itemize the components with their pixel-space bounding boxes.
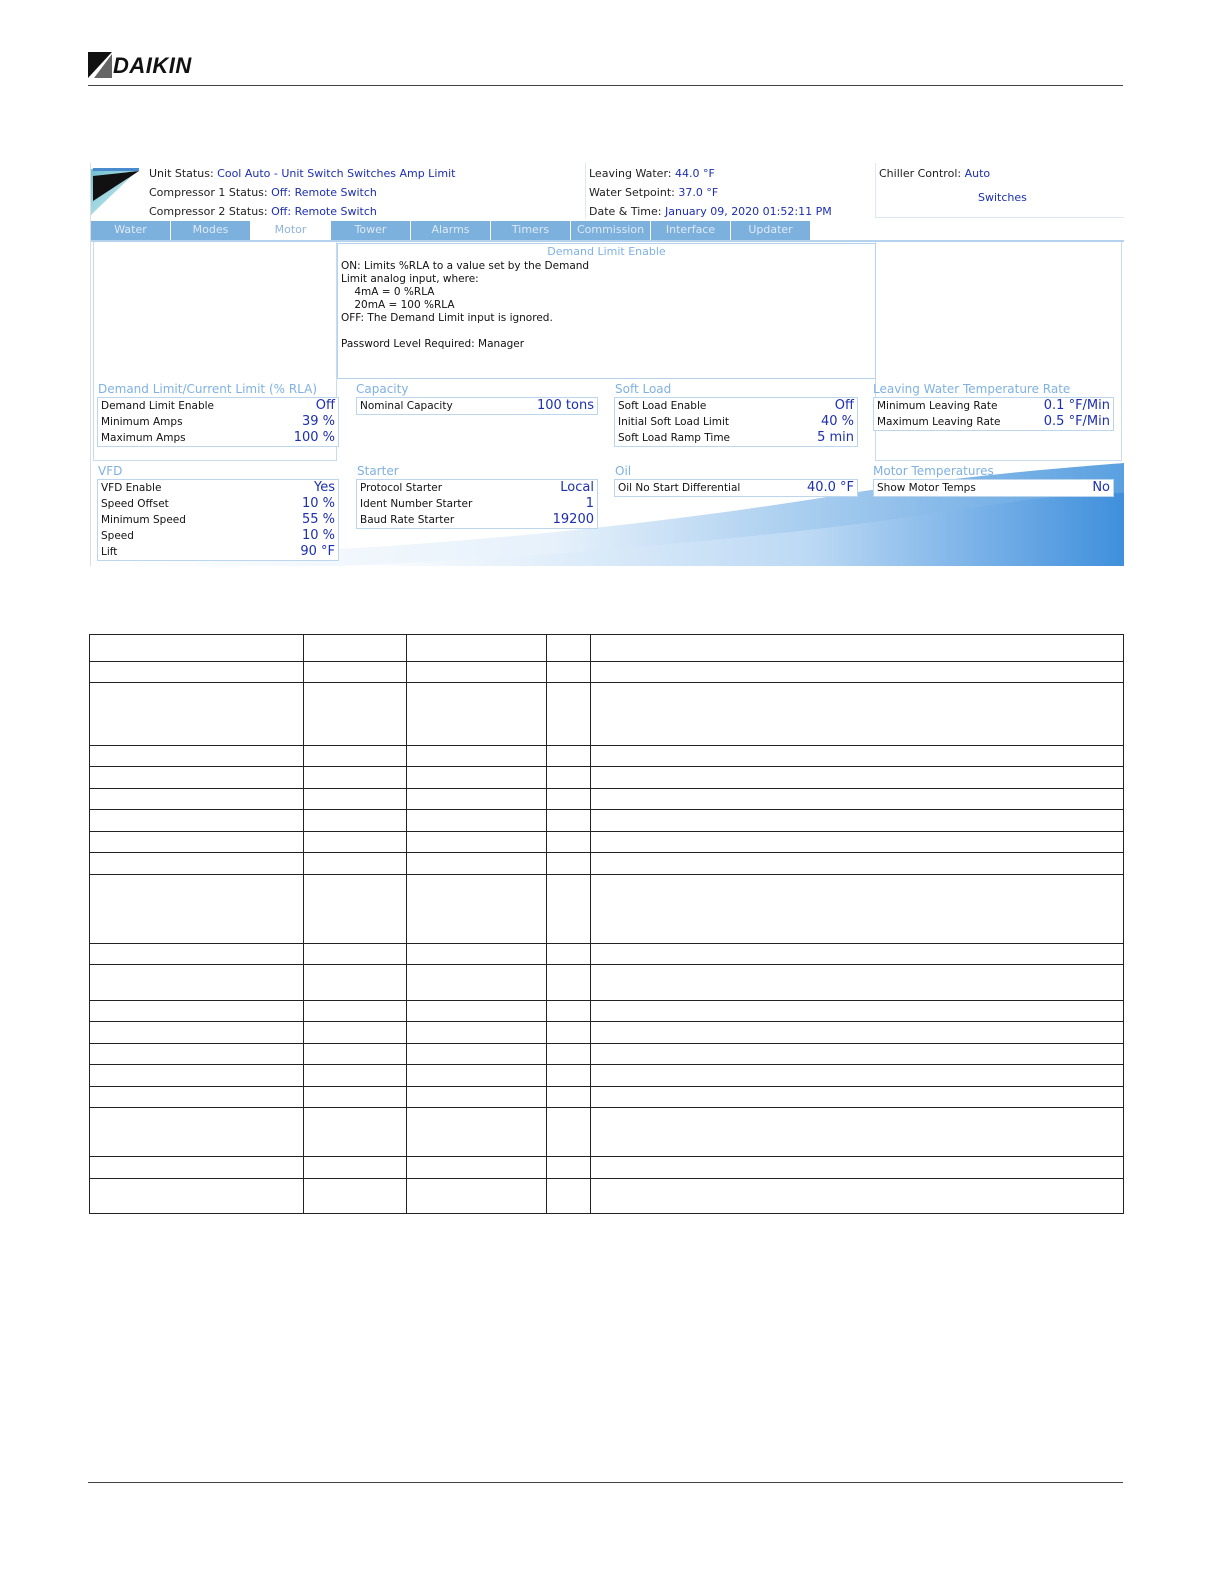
date-time-value: January 09, 2020 01:52:11 PM — [665, 205, 832, 218]
soft-load-enable-row[interactable]: Soft Load Enable Off — [618, 398, 854, 413]
nominal-capacity-row[interactable]: Nominal Capacity 100 tons — [360, 398, 594, 413]
tab-alarms[interactable]: Alarms — [411, 221, 491, 240]
table-row — [90, 1157, 1124, 1179]
table-row — [90, 810, 1124, 832]
compressor-1-status-value: Off: Remote Switch — [271, 186, 377, 199]
footer-rule — [88, 1482, 1123, 1483]
tab-updater[interactable]: Updater — [731, 221, 811, 240]
table-row — [90, 789, 1124, 810]
table-row — [90, 944, 1124, 965]
ident-number-starter-value[interactable]: 1 — [585, 496, 594, 511]
ident-number-starter-row[interactable]: Ident Number Starter 1 — [360, 496, 594, 511]
vfd-panel — [97, 479, 339, 561]
tab-motor[interactable]: Motor — [251, 221, 331, 240]
baud-rate-starter-value[interactable]: 19200 — [552, 512, 594, 527]
group-title-soft-load: Soft Load — [615, 382, 672, 396]
minimum-speed-value[interactable]: 55 % — [301, 512, 335, 527]
tab-modes[interactable]: Modes — [171, 221, 251, 240]
header-rule — [88, 85, 1123, 86]
maximum-leaving-rate-row[interactable]: Maximum Leaving Rate 0.5 °F/Min — [877, 414, 1110, 429]
minimum-leaving-rate-value[interactable]: 0.1 °F/Min — [1043, 398, 1110, 413]
nominal-capacity-value[interactable]: 100 tons — [536, 398, 594, 413]
minimum-amps-value[interactable]: 39 % — [301, 414, 335, 429]
minimum-amps-row[interactable]: Minimum Amps 39 % — [101, 414, 335, 429]
tab-tower[interactable]: Tower — [331, 221, 411, 240]
protocol-starter-value[interactable]: Local — [560, 480, 594, 495]
initial-soft-load-limit-value[interactable]: 40 % — [820, 414, 854, 429]
demand-limit-panel — [97, 397, 339, 447]
tab-interface[interactable]: Interface — [651, 221, 731, 240]
maximum-amps-row[interactable]: Maximum Amps 100 % — [101, 430, 335, 445]
table-row — [90, 1044, 1124, 1065]
table-row — [90, 1087, 1124, 1108]
maximum-leaving-rate-value[interactable]: 0.5 °F/Min — [1043, 414, 1110, 429]
table-row — [90, 662, 1124, 683]
tab-bar — [91, 221, 815, 240]
table-row — [90, 683, 1124, 746]
table-row — [90, 767, 1124, 789]
minimum-speed-row[interactable]: Minimum Speed 55 % — [101, 512, 335, 527]
oil-no-start-differential-value[interactable]: 40.0 °F — [806, 480, 854, 495]
soft-load-enable-value[interactable]: Off — [834, 398, 854, 413]
oil-panel — [614, 479, 858, 497]
capacity-panel — [356, 397, 598, 415]
soft-load-ramp-time-value[interactable]: 5 min — [817, 430, 854, 445]
initial-soft-load-limit-row[interactable]: Initial Soft Load Limit 40 % — [618, 414, 854, 429]
table-row — [90, 832, 1124, 853]
group-title-motor-temperatures: Motor Temperatures — [873, 464, 994, 478]
speed-offset-value[interactable]: 10 % — [301, 496, 335, 511]
group-title-leaving-water-rate: Leaving Water Temperature Rate — [873, 382, 1071, 396]
table-row — [90, 1065, 1124, 1087]
table-row — [90, 875, 1124, 944]
table-row — [90, 1179, 1124, 1214]
settings-table — [89, 634, 1124, 1214]
minimum-leaving-rate-row[interactable]: Minimum Leaving Rate 0.1 °F/Min — [877, 398, 1110, 413]
soft-load-ramp-time-row[interactable]: Soft Load Ramp Time 5 min — [618, 430, 854, 445]
unit-status-value: Cool Auto - Unit Switch Switches Amp Limit — [217, 167, 456, 180]
compressor-1-status: Compressor 1 Status: Off: Remote Switch — [149, 186, 377, 199]
lift-row[interactable]: Lift 90 °F — [101, 544, 335, 559]
chiller-control: Chiller Control: Auto — [879, 167, 991, 180]
group-title-vfd: VFD — [98, 464, 123, 478]
table-row — [90, 965, 1124, 1001]
tab-timers[interactable]: Timers — [491, 221, 571, 240]
help-text: ON: Limits %RLA to a value set by the Demand Limit analog input, where: 4mA = 0 %RLA 20mA = 100 %RLA OFF: The Demand Limit input is ignored. Password Level Required: Manager — [341, 260, 590, 350]
demand-limit-enable-row[interactable]: Demand Limit Enable Off — [101, 398, 335, 413]
switches-value[interactable]: Switches — [978, 191, 1027, 204]
oil-no-start-differential-row[interactable]: Oil No Start Differential 40.0 °F — [618, 480, 854, 495]
lift-value[interactable]: 90 °F — [300, 544, 335, 559]
tab-commission[interactable]: Commission — [571, 221, 651, 240]
date-time: Date & Time: January 09, 2020 01:52:11 PM — [589, 205, 832, 218]
tab-water[interactable]: Water — [91, 221, 171, 240]
baud-rate-starter-row[interactable]: Baud Rate Starter 19200 — [360, 512, 594, 527]
speed-row[interactable]: Speed 10 % — [101, 528, 335, 543]
controller-screen — [90, 163, 1124, 566]
group-title-demand-limit: Demand Limit/Current Limit (% RLA) — [98, 382, 318, 396]
help-panel — [337, 243, 876, 379]
table-row — [90, 1022, 1124, 1044]
water-setpoint: Water Setpoint: 37.0 °F — [589, 186, 719, 199]
table-row — [90, 746, 1124, 767]
vfd-enable-row[interactable]: VFD Enable Yes — [101, 480, 335, 495]
motor-temperatures-panel — [873, 479, 1114, 497]
help-title: Demand Limit Enable — [547, 245, 666, 258]
water-setpoint-value: 37.0 °F — [678, 186, 719, 199]
table-row — [90, 853, 1124, 875]
show-motor-temps-row[interactable]: Show Motor Temps No — [877, 480, 1110, 495]
table-row — [90, 1108, 1124, 1157]
vfd-enable-value[interactable]: Yes — [314, 480, 335, 495]
group-title-oil: Oil — [615, 464, 632, 478]
group-title-starter: Starter — [357, 464, 399, 478]
starter-panel — [356, 479, 598, 529]
compressor-2-status-value: Off: Remote Switch — [271, 205, 377, 218]
group-title-capacity: Capacity — [356, 382, 409, 396]
brand-name: DAIKIN — [113, 53, 192, 78]
chiller-control-value[interactable]: Auto — [964, 167, 991, 180]
show-motor-temps-value[interactable]: No — [1092, 480, 1110, 495]
leaving-water-value: 44.0 °F — [675, 167, 715, 180]
maximum-amps-value[interactable]: 100 % — [293, 430, 335, 445]
table-header-row — [90, 635, 1124, 662]
unit-status: Unit Status: Cool Auto - Unit Switch Switches Amp Limit — [149, 167, 456, 180]
demand-limit-enable-value[interactable]: Off — [315, 398, 335, 413]
speed-value[interactable]: 10 % — [301, 528, 335, 543]
leaving-water: Leaving Water: 44.0 °F — [589, 167, 715, 180]
speed-offset-row[interactable]: Speed Offset 10 % — [101, 496, 335, 511]
protocol-starter-row[interactable]: Protocol Starter Local — [360, 480, 594, 495]
compressor-2-status: Compressor 2 Status: Off: Remote Switch — [149, 205, 377, 218]
soft-load-panel — [614, 397, 858, 447]
table-row — [90, 1001, 1124, 1022]
leaving-water-rate-panel — [873, 397, 1114, 431]
